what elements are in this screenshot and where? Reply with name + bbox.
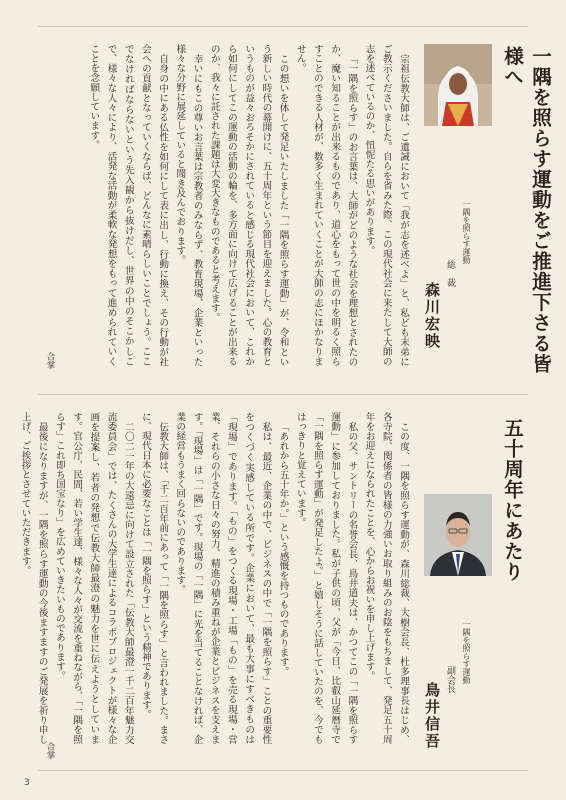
bottom-rule [38,770,528,771]
section2-closing: 合掌 [45,742,55,759]
section2-org: 一隅を照らす運動 [462,620,471,684]
section2-paragraph: 私は、最近、企業の中で、ビジネスの中で「一隅を照らす」ことの重要性をつくづく実感している所です。企業において、最も大事にすべきものは「現場」であります。「もの」をつくる現場・工場「もの」を売る現場・営業、それらの小さな日々の努力、精進の積み重ねが企業とビジネスを支えます。「現場」は「一隅」です。現場の「一隅」に光を当てることなければ、企業の経営もうまく回らないのであります。 [174,412,272,744]
section1-paragraph: 幸いにもこの尊いお言葉は宗教者のみならず、教育現場、企業といった様々な分野に展延していると聞き及んでおります。 [174,44,203,366]
section1-paragraph: 自身の中にある仏性を如何にして表に出し、行動に換え、その行動が社会への貢献となっていくならば、どんなに素晴らしいことでしょう。ここでなければならないという先入観から抜けだし、世界の中のそこかしこで、様々な人々により、活発な活動が柔軟な発想をもって進められていくことを念願しています。 [88,44,169,366]
top-rule [38,26,528,27]
section1-paragraph: 宗祖伝教大師は、ご遺誡において「我が志を述べよ」と、私ども末弟にご教示くださいました。自らを省みた際、この現代社会に来たして大師の志を述べているのか、忸怩たる思いがあります。 [363,44,409,366]
page-number: 3 [24,778,30,788]
section2-paragraph: 私の父、サントリーの名誉会長、鳥井道夫は、かつてこの「一隅を照らす運動」に参加しておりました。私が子供の頃、父が「今日、比叡山延暦寺で「一隅を照らす運動」が発足したよ。」と嬉しそうに話していたのを、今でもはっきりと覚えています。 [294,412,358,744]
section1-paragraph: 「一隅を照らす」のお言葉は、大師がどのような社会を理想とされたのか、魔い知ることが出来るものであり、道心をもって世の中を明るく照らすことのできる人材が、数多く生まれていくことが大師の志にほかなりません。 [294,44,358,366]
section2-paragraph: 二〇二一年の大遠忌に向けて設立された「伝教大師最澄一千二百年魅力交流委員会」では、たくさんの大学生達によるコラボプロジェクトが様々な企画を提案し、若者の発想で伝教大師最澄の魅力を世に伝えようとしています。官公庁、民間、若い学生達、様々な人々が交流を重ねながら、「一隅を照らす」これ即ち国宝なり」を広めていきたいものであります。 [53,412,134,744]
section2-name: 鳥井信吾 [423,682,441,750]
section2-paragraph: 「あれから五十年か。」という感慨を持つものであります。 [277,421,289,676]
section2-title: 五十周年にあたり [501,418,524,582]
president-portrait [424,44,492,126]
section1-closing: 合掌 [45,352,55,369]
section1-role: 総 裁 [445,260,455,287]
president-photo [424,44,492,126]
section1-title: 一隅を照らす運動をご推進下さる皆様へ [501,46,552,374]
section1-org: 一隅を照らす運動 [462,200,471,264]
vice-president-photo [424,494,492,576]
section1-name: 森川宏映 [423,282,441,350]
section2-paragraph: 最後になりますが、一隅を照らす運動の今後ますますのご発展を祈り申し上げ、ご挨拶とさせていただきます。 [19,412,48,744]
section2-paragraph: 伝教大師は、「千二百年前にあって「一隅を照らす」と言われました。まさに、現代日本に必要なことは「一隅を照らす」という精神であります。 [139,412,169,744]
section2-paragraph: この度、一隅を照らす運動が、森川総裁、大樹会長、杜多理事長はじめ、各寺院、関係者の皆様の力強いお取り組みのお陰をもちまして、発足五十周年をお迎えになられたことを、心からお祝いを申し上げます。 [363,412,409,744]
section2-role: 副会長 [445,666,455,693]
section2-body [19,412,412,744]
middle-rule [38,394,528,395]
section1-paragraph: この想いを体して発足いたしました「一隅を照らす運動」が、令和という新しい時代の幕開けに、五十周年という節目を迎えました。心の教育というものが益々おろそかにされていると感じる現代社会において、これから如何にしてこの運動の活動の輪を、多方面に向けて広げることが出来るのか、我々に託された課題は大変大きなものであると考えます。 [208,44,289,366]
section1-body [50,44,412,366]
vice-president-portrait [424,494,492,576]
